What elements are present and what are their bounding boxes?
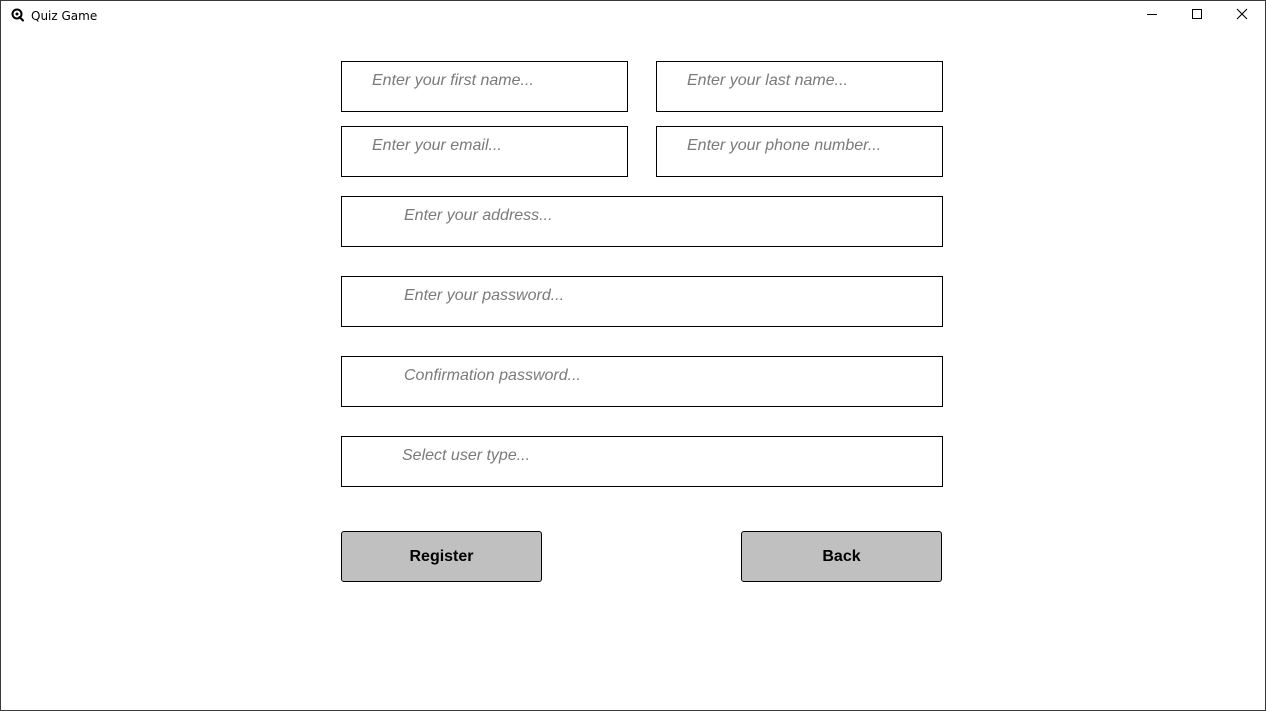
first-name-input[interactable] — [341, 61, 628, 112]
last-name-placeholder: Enter your last name... — [687, 72, 848, 89]
phone-input[interactable] — [656, 126, 943, 177]
last-name-input[interactable] — [656, 61, 943, 112]
window-title: Quiz Game — [31, 9, 98, 23]
minimize-button[interactable] — [1129, 1, 1175, 31]
first-name-placeholder: Enter your first name... — [372, 72, 534, 89]
phone-placeholder: Enter your phone number... — [687, 137, 882, 154]
register-button[interactable]: Register — [341, 531, 542, 582]
user-type-placeholder: Select user type... — [402, 447, 531, 464]
confirm-password-placeholder: Confirmation password... — [404, 367, 581, 384]
maximize-icon — [1191, 7, 1203, 25]
email-input[interactable] — [341, 126, 628, 177]
title-bar[interactable] — [1, 1, 1265, 31]
password-input[interactable] — [341, 276, 943, 327]
address-input[interactable] — [341, 196, 943, 247]
close-icon — [1236, 7, 1248, 25]
close-button[interactable] — [1219, 1, 1265, 31]
user-type-select[interactable] — [341, 436, 943, 487]
back-button[interactable]: Back — [741, 531, 942, 582]
maximize-button[interactable] — [1174, 1, 1220, 31]
email-placeholder: Enter your email... — [372, 137, 502, 154]
address-placeholder: Enter your address... — [404, 207, 553, 224]
confirm-password-input[interactable] — [341, 356, 943, 407]
password-placeholder: Enter your password... — [404, 287, 565, 304]
minimize-icon — [1146, 7, 1158, 25]
quiz-app-icon — [11, 8, 25, 22]
